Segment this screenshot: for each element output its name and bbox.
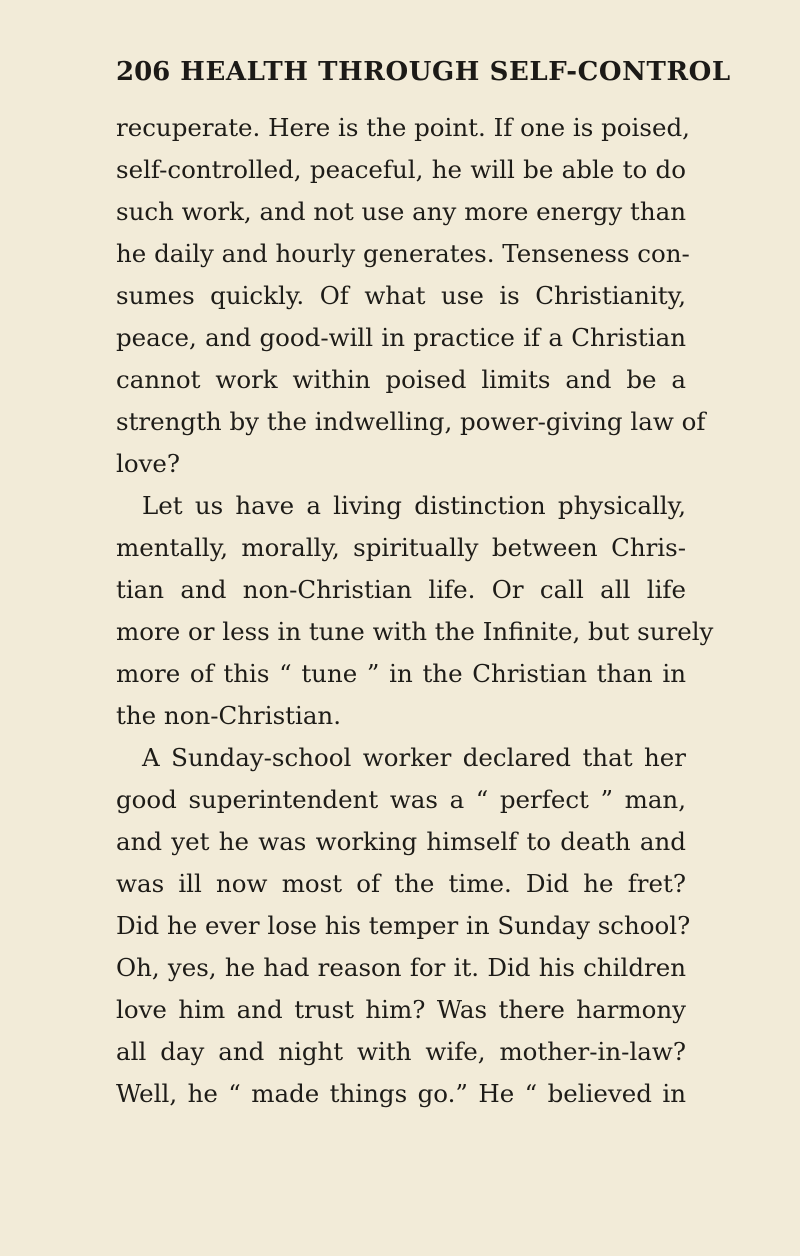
text-line: love him and trust him? Was there harmony: [116, 995, 686, 1024]
text-line: recuperate. Here is the point. If one is poised,: [116, 113, 690, 142]
text-line: Well, he “ made things go.” He “ believed in: [116, 1079, 686, 1108]
text-line: all day and night with wife, mother-in-law?: [116, 1037, 686, 1066]
text-line: mentally, morally, spiritually between Chris-: [116, 533, 686, 562]
text-line: strength by the indwelling, power-giving law of: [116, 407, 706, 436]
text-line: tian and non-Christian life. Or call all life: [116, 575, 686, 604]
text-line: love?: [116, 449, 181, 478]
text-line: good superintendent was a “ perfect ” man,: [116, 785, 686, 814]
running-header: [116, 54, 731, 90]
text-line: more of this “ tune ” in the Christian than in: [116, 659, 686, 688]
text-line: he daily and hourly generates. Tenseness con-: [116, 239, 690, 268]
text-line: and yet he was working himself to death and: [116, 827, 686, 856]
text-line: peace, and good-will in practice if a Christian: [116, 323, 686, 352]
text-line: self-controlled, peaceful, he will be able to do: [116, 155, 686, 184]
text-line: A Sunday-school worker declared that her: [142, 743, 686, 772]
text-line: Let us have a living distinction physically,: [142, 491, 686, 520]
text-line: such work, and not use any more energy than: [116, 197, 686, 226]
text-line: sumes quickly. Of what use is Christianity,: [116, 281, 686, 310]
running-title: HEALTH THROUGH SELF-CONTROL: [180, 57, 731, 87]
text-line: more or less in tune with the Infinite, but surely: [116, 617, 714, 646]
text-line: the non-Christian.: [116, 701, 341, 730]
text-line: cannot work within poised limits and be a: [116, 365, 686, 394]
text-line: was ill now most of the time. Did he fret?: [116, 869, 686, 898]
text-line: Did he ever lose his temper in Sunday school?: [116, 911, 691, 940]
text-line: Oh, yes, he had reason for it. Did his children: [116, 953, 686, 982]
page-number: 206: [116, 57, 171, 87]
